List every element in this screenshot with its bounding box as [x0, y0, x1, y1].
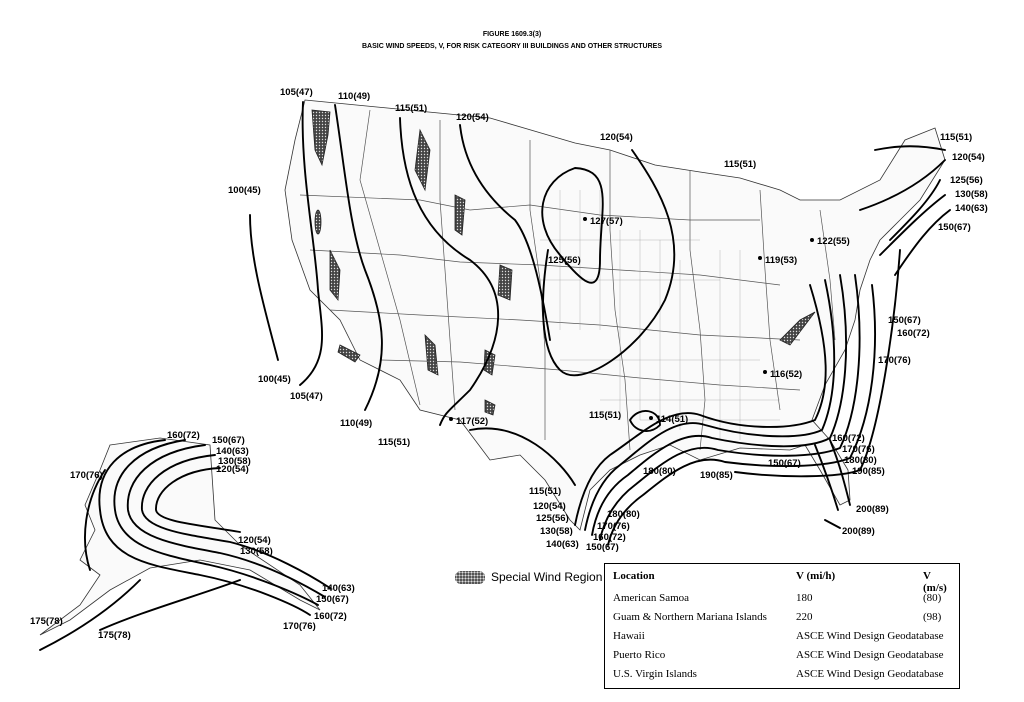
isoline-label: 117(52)	[456, 416, 489, 427]
isoline-label: 140(63)	[546, 539, 579, 550]
isoline-label: 200(89)	[842, 526, 875, 537]
cell-location: U.S. Virgin Islands	[613, 668, 697, 680]
isoline-label: 150(67)	[888, 315, 921, 326]
isoline-label: 180(80)	[607, 509, 640, 520]
isoline-label: 140(63)	[216, 446, 249, 457]
isoline-label: 130(58)	[540, 526, 573, 537]
header-location: Location	[613, 570, 655, 582]
isoline-label: 150(67)	[938, 222, 971, 233]
isoline-label: 170(76)	[597, 521, 630, 532]
isoline-label: 115(51)	[589, 410, 622, 421]
table-row	[613, 649, 953, 667]
cell-location: Hawaii	[613, 630, 645, 642]
table-row	[613, 592, 953, 610]
isoline-label: 160(72)	[832, 433, 865, 444]
isoline-label: 150(67)	[586, 542, 619, 553]
isoline-label: 125(56)	[548, 255, 581, 266]
cell-v-mih: ASCE Wind Design Geodatabase	[796, 649, 944, 661]
isoline-label: 115(51)	[724, 159, 757, 170]
header-v-ms: V (m/s)	[923, 570, 947, 594]
isoline-label: 200(89)	[856, 504, 889, 515]
isoline-label: 127(57)	[590, 216, 623, 227]
isoline-label: 110(49)	[340, 418, 373, 429]
isoline-label: 100(45)	[258, 374, 291, 385]
isoline-label: 115(51)	[395, 103, 428, 114]
isoline-label: 160(72)	[593, 532, 626, 543]
isoline-label: 130(58)	[218, 456, 251, 467]
table-header-row	[613, 570, 953, 594]
isoline-label: 190(85)	[700, 470, 733, 481]
isoline-label: 105(47)	[290, 391, 323, 402]
isoline-label: 120(54)	[533, 501, 566, 512]
isoline-label: 130(58)	[955, 189, 988, 200]
figure-caption: BASIC WIND SPEEDS, V, FOR RISK CATEGORY III BUILDINGS AND OTHER STRUCTURES	[362, 43, 662, 50]
isoline-label: 115(51)	[940, 132, 973, 143]
isoline-label: 180(80)	[844, 455, 877, 466]
location-table	[604, 563, 960, 689]
isoline-label: 114(51)	[656, 414, 689, 425]
cell-location: American Samoa	[613, 592, 690, 604]
isoline-label: 160(72)	[314, 611, 347, 622]
isoline-label: 116(52)	[770, 369, 803, 380]
isoline-label: 100(45)	[228, 185, 261, 196]
isoline-label: 119(53)	[765, 255, 798, 266]
isoline-label: 190(85)	[852, 466, 885, 477]
isoline-label: 120(54)	[952, 152, 985, 163]
cell-v-mih: 220	[796, 611, 813, 623]
isoline-label: 175(78)	[30, 616, 63, 627]
isoline-label: 180(80)	[643, 466, 676, 477]
isoline-label: 170(76)	[842, 444, 875, 455]
legend-label: Special Wind Region	[491, 570, 603, 584]
cell-v-mih: ASCE Wind Design Geodatabase	[796, 668, 944, 680]
isoline-label: 170(76)	[283, 621, 316, 632]
special-wind-region-swatch	[455, 571, 485, 584]
isoline-label: 110(49)	[338, 91, 371, 102]
isoline-label: 160(72)	[897, 328, 930, 339]
isoline-label: 125(56)	[536, 513, 569, 524]
isoline-label: 160(72)	[167, 430, 200, 441]
figure-number: FIGURE 1609.3(3)	[482, 31, 542, 38]
isoline-label: 122(55)	[817, 236, 850, 247]
isoline-label: 120(54)	[216, 464, 249, 475]
table-row	[613, 630, 953, 648]
isoline-label: 170(76)	[878, 355, 911, 366]
isoline-label: 120(54)	[600, 132, 633, 143]
table-row	[613, 611, 953, 629]
isoline-label: 140(63)	[955, 203, 988, 214]
cell-v-ms: (80)	[923, 592, 942, 604]
cell-v-ms: (98)	[923, 611, 942, 623]
isoline-label: 120(54)	[238, 535, 271, 546]
isoline-label: 115(51)	[378, 437, 411, 448]
isoline-label: 140(63)	[322, 583, 355, 594]
isoline-label: 170(76)	[70, 470, 103, 481]
cell-v-mih: ASCE Wind Design Geodatabase	[796, 630, 944, 642]
cell-v-mih: 180	[796, 592, 813, 604]
isoline-label: 150(67)	[212, 435, 245, 446]
isoline-label: 115(51)	[529, 486, 562, 497]
isoline-label: 120(54)	[456, 112, 489, 123]
isoline-label: 105(47)	[280, 87, 313, 98]
map-legend	[455, 570, 602, 584]
isoline-label: 125(56)	[950, 175, 983, 186]
cell-location: Puerto Rico	[613, 649, 666, 661]
header-v-mih: V (mi/h)	[796, 570, 836, 582]
isoline-label: 130(58)	[240, 546, 273, 557]
cell-location: Guam & Northern Mariana Islands	[613, 611, 767, 623]
isoline-label: 175(78)	[98, 630, 131, 641]
isoline-label: 150(67)	[768, 458, 801, 469]
isoline-label: 150(67)	[316, 594, 349, 605]
alaska-outline	[40, 438, 320, 635]
table-row	[613, 668, 953, 686]
